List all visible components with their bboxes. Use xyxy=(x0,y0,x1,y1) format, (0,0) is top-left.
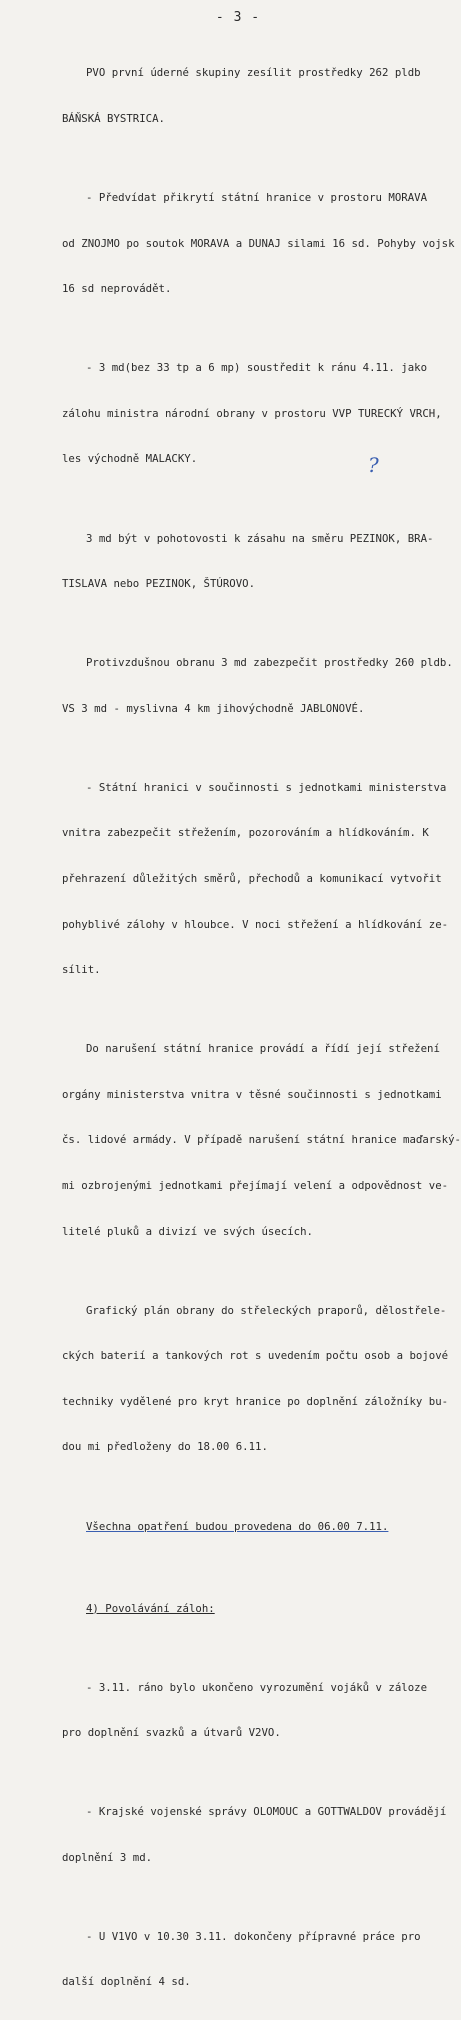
text-line: les východně MALACKY. xyxy=(62,452,198,466)
text-line: dou mi předloženy do 18.00 6.11. xyxy=(62,1440,268,1454)
section-heading xyxy=(62,1570,414,1646)
text-line: pro doplnění svazků a útvarů V2VO. xyxy=(62,1726,281,1740)
paragraph-7 xyxy=(62,1011,461,1269)
text-line: pohyblivé zálohy v hloubce. V noci střežení a hlídkování ze- xyxy=(62,917,449,931)
paragraph-9 xyxy=(62,1488,414,1564)
paragraph-1 xyxy=(62,35,421,157)
heading-line: 4) Povolávání záloh: xyxy=(86,1601,215,1615)
paragraph-4 xyxy=(62,500,434,622)
text-line: ckých baterií a tankových rot s uvedením počtu osob a bojové xyxy=(62,1349,449,1363)
paragraph-8 xyxy=(62,1272,449,1485)
paragraph-3 xyxy=(62,330,442,497)
paragraph-2 xyxy=(62,160,455,327)
text-line: mi ozbrojenými jednotkami přejímají velení a odpovědnost ve- xyxy=(62,1179,449,1193)
paragraph-5 xyxy=(62,625,453,747)
text-line: - Předvídat přikrytí státní hranice v prostoru MORAVA xyxy=(86,191,428,205)
text-line: TISLAVA nebo PEZINOK, ŠTÚROVO. xyxy=(62,577,256,591)
text-line: - 3 md(bez 33 tp a 6 mp) soustředit k ránu 4.11. jako xyxy=(86,361,428,375)
text-line: další doplnění 4 sd. xyxy=(62,1975,191,1989)
text-line: přehrazení důležitých směrů, přechodů a komunikací vytvořit xyxy=(62,871,442,885)
text-line: zálohu ministra národní obrany v prostoru VVP TURECKÝ VRCH, xyxy=(62,406,442,420)
text-line: VS 3 md - myslivna 4 km jihovýchodně JABLONOVÉ. xyxy=(62,701,365,715)
handwritten-question-mark: ? xyxy=(368,453,379,477)
text-line: Grafický plán obrany do střeleckých praporů, dělostřele- xyxy=(86,1303,447,1317)
text-line: 16 sd neprovádět. xyxy=(62,282,172,296)
text-line: sílit. xyxy=(62,963,101,977)
paragraph-11 xyxy=(62,1649,428,1771)
text-line: 3 md být v pohotovosti k zásahu na směru PEZINOK, BRA- xyxy=(86,531,434,545)
paragraph-6 xyxy=(62,749,449,1007)
text-line: BÁŇSKÁ BYSTRICA. xyxy=(62,112,165,126)
text-line: od ZNOJMO po soutok MORAVA a DUNAJ silami 16 sd. Pohyby vojsk xyxy=(62,236,455,250)
text-line: čs. lidové armády. V případě narušení státní hranice maďarský- xyxy=(62,1133,461,1147)
text-line: - U V1VO v 10.30 3.11. dokončeny přípravné práce pro xyxy=(86,1929,421,1943)
text-line: Protivzdušnou obranu 3 md zabezpečit prostředky 260 pldb. xyxy=(86,656,453,670)
text-line: Všechna opatření budou provedena do 06.00 7.11. xyxy=(86,1519,389,1533)
text-line: orgány ministerstva vnitra v těsné součinnosti s jednotkami xyxy=(62,1087,442,1101)
text-line: - Krajské vojenské správy OLOMOUC a GOTTWALDOV provádějí xyxy=(86,1805,447,1819)
text-line: - Státní hranici v součinnosti s jednotkami ministerstva xyxy=(86,780,447,794)
page-number: - 3 - xyxy=(215,10,261,25)
text-line: litelé pluků a divizí ve svých úsecích. xyxy=(62,1224,313,1238)
paragraph-12 xyxy=(62,1774,447,1896)
text-line: doplnění 3 md. xyxy=(62,1850,153,1864)
text-line: vnitra zabezpečit střežením, pozorováním a hlídkováním. K xyxy=(62,826,429,840)
text-line: - 3.11. ráno bylo ukončeno vyrozumění vojáků v záloze xyxy=(86,1680,428,1694)
text-line: techniky vydělené pro kryt hranice po doplnění záložníky bu- xyxy=(62,1394,449,1408)
text-line: Do narušení státní hranice provádí a řídí její střežení xyxy=(86,1042,440,1056)
paragraph-13 xyxy=(62,1898,421,2020)
text-line: PVO první úderné skupiny zesílit prostředky 262 pldb xyxy=(86,66,421,80)
